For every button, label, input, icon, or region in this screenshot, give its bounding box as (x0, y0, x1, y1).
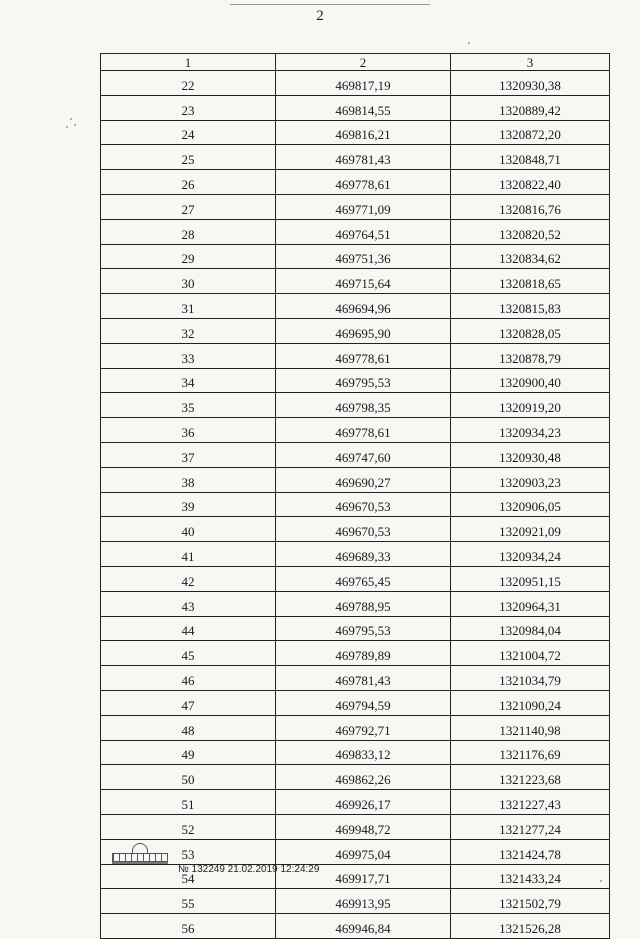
x-coordinate-cell: 469771,09 (276, 194, 451, 219)
y-coordinate-cell: 1321034,79 (451, 666, 610, 691)
table-row (101, 914, 610, 939)
table-header (101, 54, 610, 71)
y-coordinate-cell: 1320906,05 (451, 492, 610, 517)
x-coordinate-cell: 469751,36 (276, 244, 451, 269)
point-number-cell: 41 (101, 542, 276, 567)
x-coordinate-cell: 469946,84 (276, 914, 451, 939)
y-coordinate-cell: 1320951,15 (451, 566, 610, 591)
table-row (101, 145, 610, 170)
x-coordinate-cell: 469817,19 (276, 71, 451, 96)
point-number-cell: 32 (101, 318, 276, 343)
point-number-cell: 40 (101, 517, 276, 542)
scan-speck (600, 880, 602, 882)
stamp-caption-line (112, 862, 168, 864)
table-row (101, 616, 610, 641)
point-number-cell: 46 (101, 666, 276, 691)
y-coordinate-cell: 1320984,04 (451, 616, 610, 641)
x-coordinate-cell: 469926,17 (276, 790, 451, 815)
y-coordinate-cell: 1320919,20 (451, 393, 610, 418)
table-row (101, 95, 610, 120)
point-number-cell: 37 (101, 442, 276, 467)
table-row (101, 666, 610, 691)
table-row (101, 442, 610, 467)
point-number-cell: 45 (101, 641, 276, 666)
table-row (101, 194, 610, 219)
x-coordinate-cell: 469789,89 (276, 641, 451, 666)
point-number-cell: 33 (101, 343, 276, 368)
top-scan-line (230, 4, 430, 5)
point-number-cell: 48 (101, 715, 276, 740)
x-coordinate-cell: 469778,61 (276, 170, 451, 195)
table-row (101, 715, 610, 740)
y-coordinate-cell: 1320903,23 (451, 467, 610, 492)
point-number-cell: 56 (101, 914, 276, 939)
table-row (101, 864, 610, 889)
table-row (101, 467, 610, 492)
point-number-cell: 39 (101, 492, 276, 517)
table-row (101, 591, 610, 616)
table-row (101, 71, 610, 96)
y-coordinate-cell: 1320889,42 (451, 95, 610, 120)
x-coordinate-cell: 469781,43 (276, 145, 451, 170)
table-row (101, 343, 610, 368)
y-coordinate-cell: 1320934,23 (451, 418, 610, 443)
x-coordinate-cell: 469778,61 (276, 343, 451, 368)
table-body (101, 71, 610, 939)
x-coordinate-cell: 469795,53 (276, 368, 451, 393)
y-coordinate-cell: 1320815,83 (451, 294, 610, 319)
x-coordinate-cell: 469794,59 (276, 690, 451, 715)
x-coordinate-cell: 469792,71 (276, 715, 451, 740)
point-number-cell: 51 (101, 790, 276, 815)
y-coordinate-cell: 1320872,20 (451, 120, 610, 145)
table-row (101, 889, 610, 914)
x-coordinate-cell: 469913,95 (276, 889, 451, 914)
point-number-cell: 26 (101, 170, 276, 195)
x-coordinate-cell: 469975,04 (276, 839, 451, 864)
y-coordinate-cell: 1321424,78 (451, 839, 610, 864)
x-coordinate-cell: 469781,43 (276, 666, 451, 691)
point-number-cell: 36 (101, 418, 276, 443)
point-number-cell: 24 (101, 120, 276, 145)
point-number-cell: 31 (101, 294, 276, 319)
x-coordinate-cell: 469670,53 (276, 517, 451, 542)
point-number-cell: 38 (101, 467, 276, 492)
table-row (101, 566, 610, 591)
point-number-cell: 47 (101, 690, 276, 715)
table-row (101, 393, 610, 418)
y-coordinate-cell: 1320934,24 (451, 542, 610, 567)
x-coordinate-cell: 469917,71 (276, 864, 451, 889)
header-col-1: 1 (101, 54, 276, 71)
point-number-cell: 42 (101, 566, 276, 591)
x-coordinate-cell: 469948,72 (276, 814, 451, 839)
scan-speck (74, 124, 76, 126)
stamp-columns (112, 853, 168, 862)
y-coordinate-cell: 1321277,24 (451, 814, 610, 839)
point-number-cell: 34 (101, 368, 276, 393)
y-coordinate-cell: 1320964,31 (451, 591, 610, 616)
point-number-cell: 52 (101, 814, 276, 839)
point-number-cell: 27 (101, 194, 276, 219)
coordinates-table (100, 53, 610, 939)
x-coordinate-cell: 469689,33 (276, 542, 451, 567)
y-coordinate-cell: 1320900,40 (451, 368, 610, 393)
y-coordinate-cell: 1320921,09 (451, 517, 610, 542)
y-coordinate-cell: 1320822,40 (451, 170, 610, 195)
table-row (101, 542, 610, 567)
table-row (101, 120, 610, 145)
table-row (101, 219, 610, 244)
y-coordinate-cell: 1320930,48 (451, 442, 610, 467)
table-row (101, 294, 610, 319)
y-coordinate-cell: 1321526,28 (451, 914, 610, 939)
x-coordinate-cell: 469765,45 (276, 566, 451, 591)
x-coordinate-cell: 469764,51 (276, 219, 451, 244)
y-coordinate-cell: 1321433,24 (451, 864, 610, 889)
x-coordinate-cell: 469747,60 (276, 442, 451, 467)
header-row (101, 54, 610, 71)
y-coordinate-cell: 1321223,68 (451, 765, 610, 790)
x-coordinate-cell: 469814,55 (276, 95, 451, 120)
y-coordinate-cell: 1321004,72 (451, 641, 610, 666)
registration-mark: № 132249 21.02.2019 12:24:29 (178, 864, 320, 875)
table-row (101, 790, 610, 815)
point-number-cell: 43 (101, 591, 276, 616)
x-coordinate-cell: 469798,35 (276, 393, 451, 418)
y-coordinate-cell: 1320818,65 (451, 269, 610, 294)
y-coordinate-cell: 1321090,24 (451, 690, 610, 715)
point-number-cell: 25 (101, 145, 276, 170)
page-number: 2 (316, 8, 324, 24)
point-number-cell: 53 (101, 839, 276, 864)
point-number-cell: 49 (101, 740, 276, 765)
table-row (101, 170, 610, 195)
table-row (101, 244, 610, 269)
table-row (101, 641, 610, 666)
table-row (101, 368, 610, 393)
table-row (101, 517, 610, 542)
point-number-cell: 44 (101, 616, 276, 641)
table-row (101, 839, 610, 864)
scan-speck (66, 126, 68, 128)
scan-speck (70, 118, 72, 120)
y-coordinate-cell: 1321227,43 (451, 790, 610, 815)
point-number-cell: 23 (101, 95, 276, 120)
table-row (101, 690, 610, 715)
y-coordinate-cell: 1320816,76 (451, 194, 610, 219)
table-row (101, 814, 610, 839)
x-coordinate-cell: 469788,95 (276, 591, 451, 616)
x-coordinate-cell: 469862,26 (276, 765, 451, 790)
table-row (101, 740, 610, 765)
point-number-cell: 54 (101, 864, 276, 889)
x-coordinate-cell: 469833,12 (276, 740, 451, 765)
point-number-cell: 30 (101, 269, 276, 294)
table-row (101, 269, 610, 294)
point-number-cell: 55 (101, 889, 276, 914)
table-row (101, 765, 610, 790)
table-row (101, 492, 610, 517)
y-coordinate-cell: 1320878,79 (451, 343, 610, 368)
scan-speck (468, 42, 470, 44)
point-number-cell: 50 (101, 765, 276, 790)
x-coordinate-cell: 469715,64 (276, 269, 451, 294)
y-coordinate-cell: 1320930,38 (451, 71, 610, 96)
x-coordinate-cell: 469690,27 (276, 467, 451, 492)
header-col-3: 3 (451, 54, 610, 71)
y-coordinate-cell: 1321502,79 (451, 889, 610, 914)
x-coordinate-cell: 469695,90 (276, 318, 451, 343)
x-coordinate-cell: 469670,53 (276, 492, 451, 517)
y-coordinate-cell: 1320848,71 (451, 145, 610, 170)
y-coordinate-cell: 1321140,98 (451, 715, 610, 740)
point-number-cell: 35 (101, 393, 276, 418)
y-coordinate-cell: 1320828,05 (451, 318, 610, 343)
header-col-2: 2 (276, 54, 451, 71)
x-coordinate-cell: 469816,21 (276, 120, 451, 145)
point-number-cell: 29 (101, 244, 276, 269)
y-coordinate-cell: 1320820,52 (451, 219, 610, 244)
point-number-cell: 28 (101, 219, 276, 244)
y-coordinate-cell: 1321176,69 (451, 740, 610, 765)
y-coordinate-cell: 1320834,62 (451, 244, 610, 269)
x-coordinate-cell: 469795,53 (276, 616, 451, 641)
point-number-cell: 22 (101, 71, 276, 96)
stamp-dome (132, 843, 148, 853)
table-row (101, 418, 610, 443)
table-row (101, 318, 610, 343)
x-coordinate-cell: 469694,96 (276, 294, 451, 319)
x-coordinate-cell: 469778,61 (276, 418, 451, 443)
